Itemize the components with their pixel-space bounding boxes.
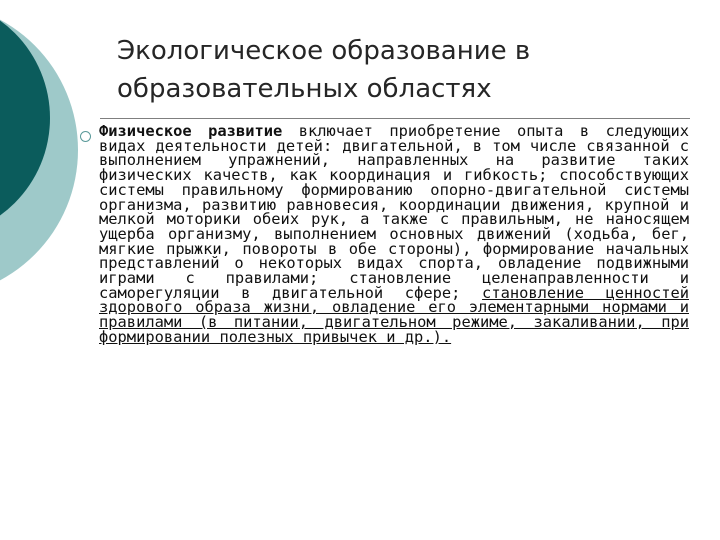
title-line-2: образовательных областях <box>117 74 492 104</box>
title-line-1: Экологическое образование в <box>117 36 531 66</box>
bullet-bold-term: Физическое развитие <box>99 122 283 140</box>
bullet-circle-icon <box>80 131 91 142</box>
title-divider <box>100 118 690 119</box>
decorative-circles <box>0 0 80 300</box>
bullet-underlined-text: становление ценностей здорового образа жизни, овладение его элементарными нормами и правилами (в питании, двигательном режиме, закаливании, при формировании полезных привычек и др.). <box>99 283 689 346</box>
bullet-text: включает приобретение опыта в следующих видах деятельности детей: двигательной, в том числе связанной с выполнением упражнений, направленных на развитие таких физических качеств, как координация и гибкость; способствующих системы правильному формированию опорно-двигательной системы организма, развитию равновесия, координации движения, крупной и мелкой моторики обеих рук, а также с правильным, не наносящем ущерба организму, выполнением основных движений (ходьба, бег, мягкие прыжки, повороты в обе стороны), формирование начальных представлений о некоторых видах спорта, овладение подвижными играми с правилами; становление целенаправленности и саморегуляции в двигательной сфере; <box>99 122 689 302</box>
bullet-paragraph <box>99 124 689 345</box>
slide-title <box>117 32 677 108</box>
